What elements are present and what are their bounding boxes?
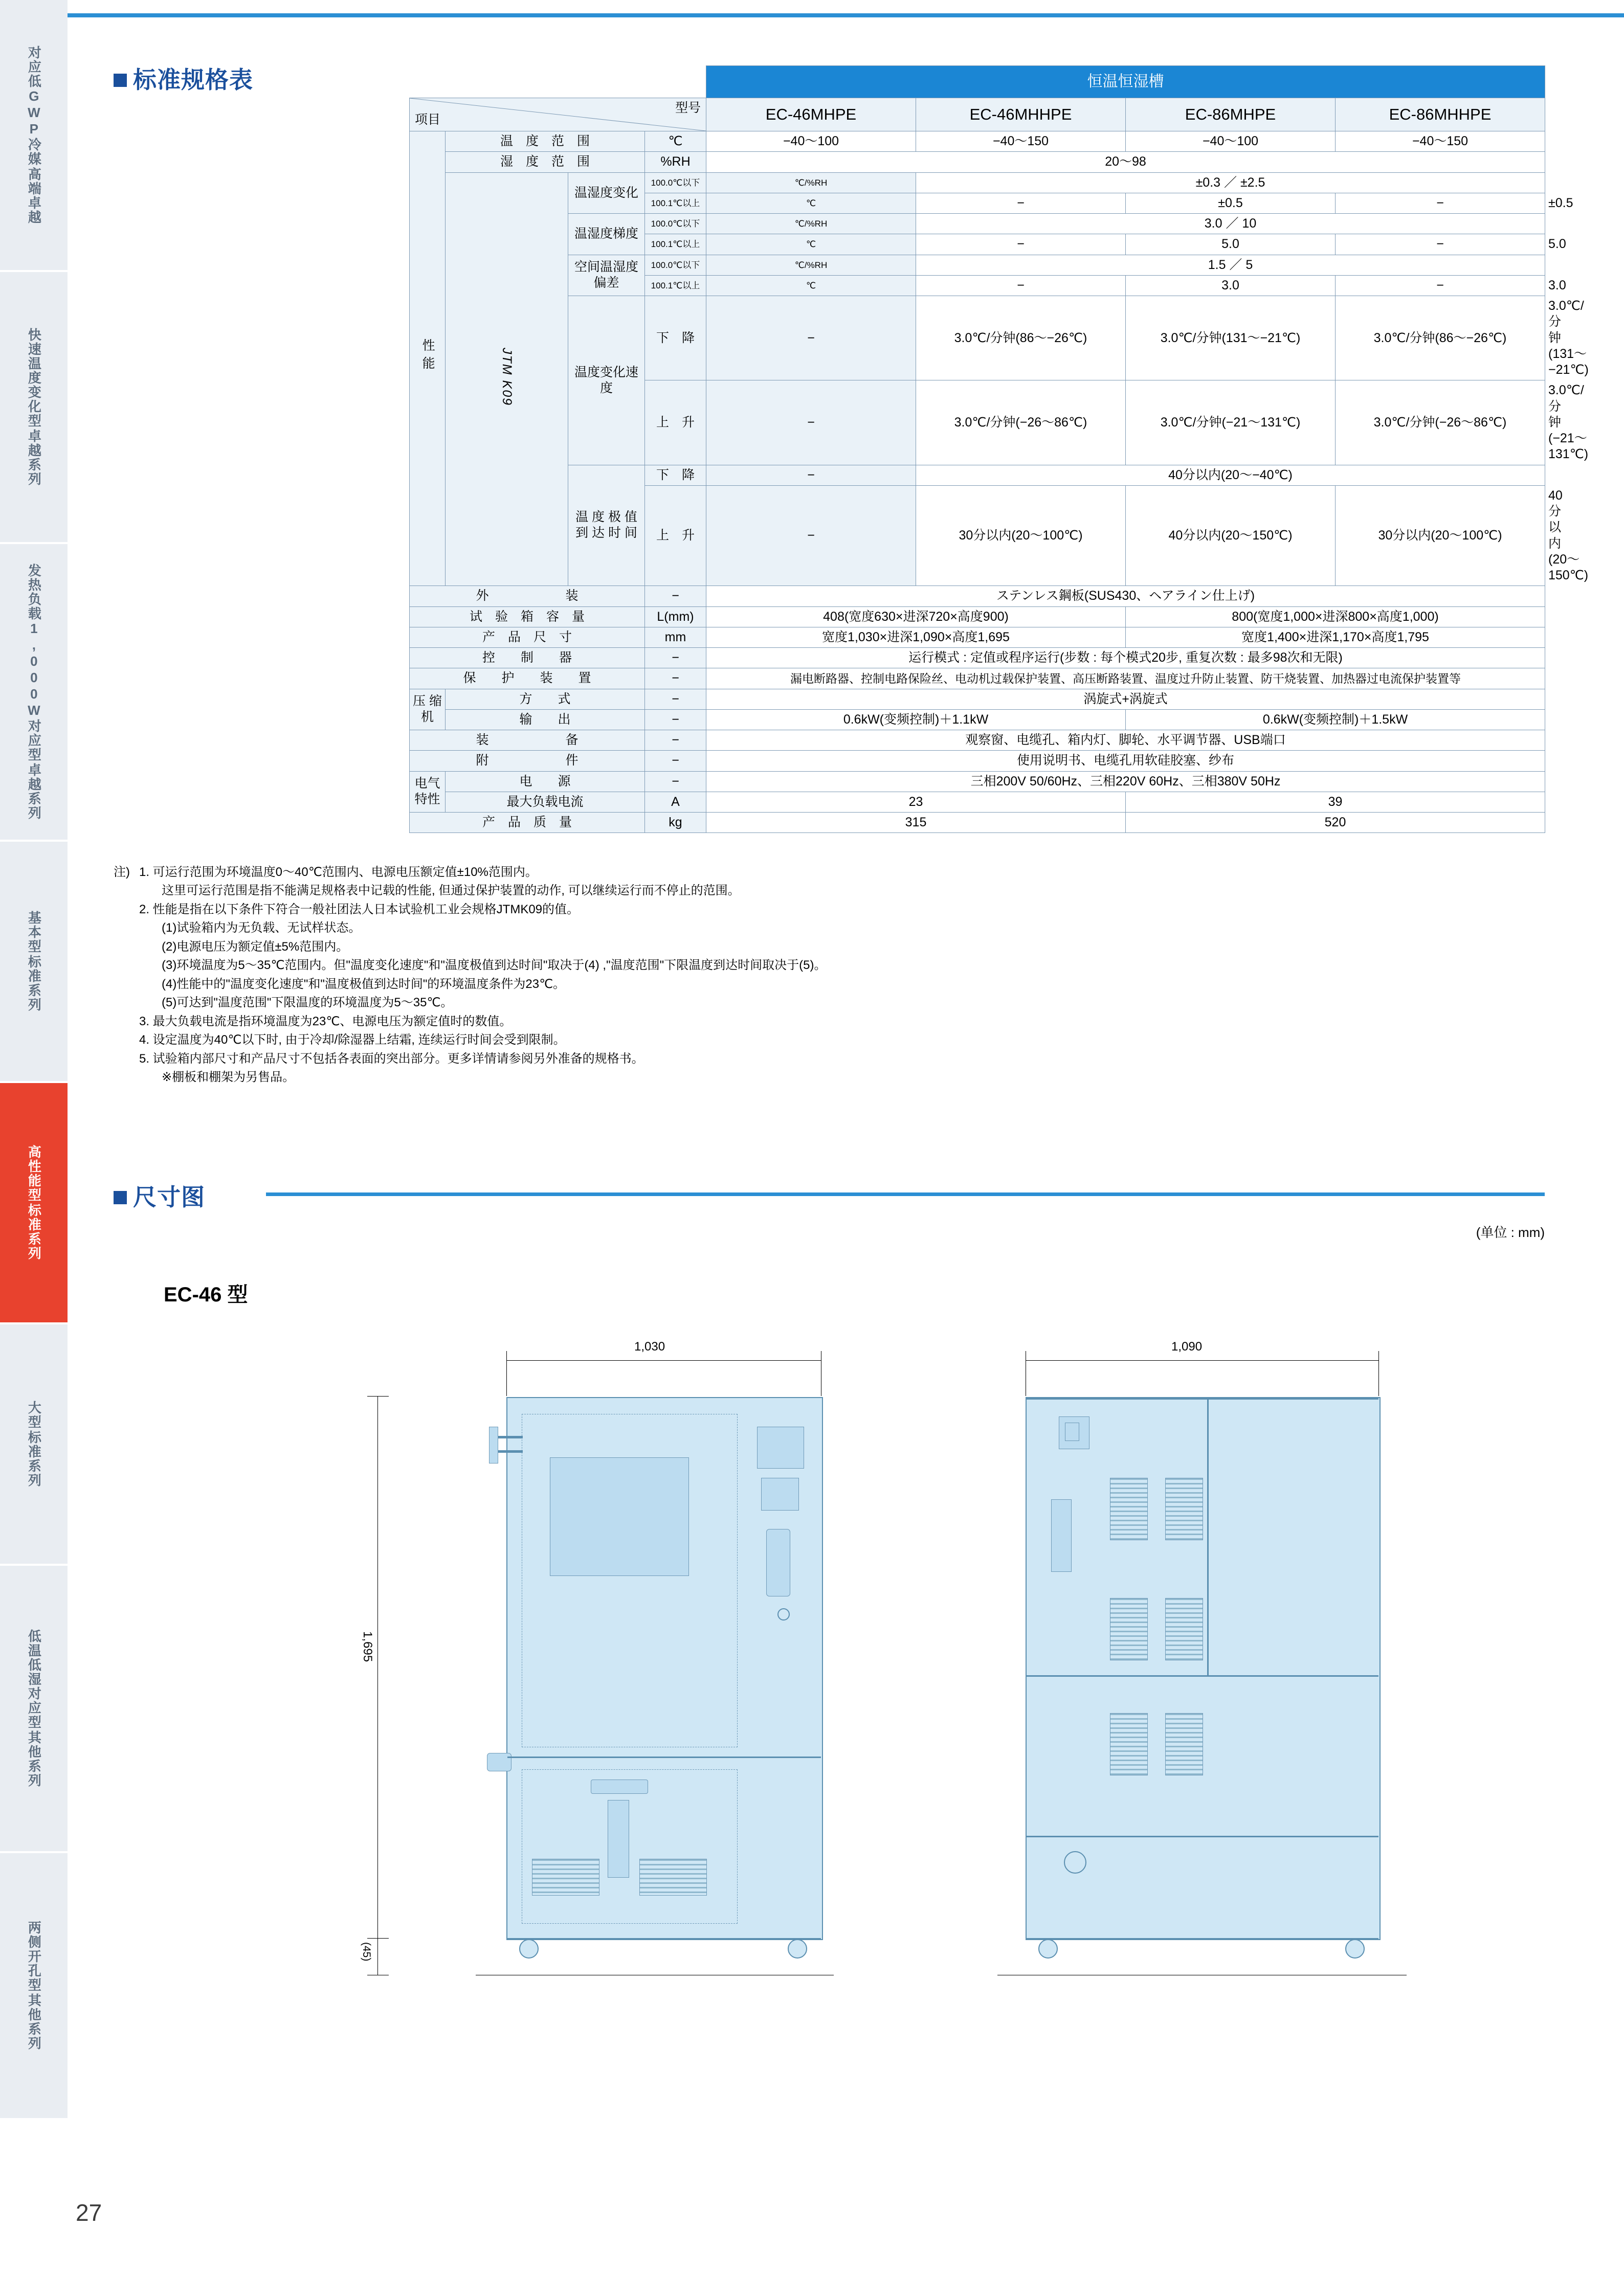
- note-line-4: (2)电源电压为额定值±5%范围内。: [162, 939, 349, 954]
- table-row: 100.1℃以上 ℃ − 5.0 − 5.0: [410, 234, 1545, 255]
- table-row: [410, 668, 1545, 689]
- electric-label: 电气特性: [410, 771, 446, 813]
- ext-line: [1378, 1360, 1379, 1396]
- row-sub-2: 100.0℃以下: [645, 172, 706, 193]
- control-display: [761, 1478, 799, 1511]
- lower-unit-7: −: [645, 730, 706, 751]
- base-height-dim-text: (45): [361, 1942, 372, 1962]
- note-line-9: 4. 设定温度为40℃以下时, 由于冷却/除湿器上结霜, 连续运行时间会受到限制。: [139, 1033, 566, 1047]
- row-val-11-0: 30分以内(20〜100℃): [916, 485, 1126, 586]
- control-buttons: [766, 1529, 790, 1596]
- row-unit-3: ℃: [706, 193, 916, 213]
- row-unit-8: −: [706, 296, 916, 380]
- row-val-2-0: ±0.3 ／ ±2.5: [916, 172, 1545, 193]
- spec-table: [409, 65, 1589, 833]
- sidebar-item-1-label-a: 卓越系列: [26, 429, 42, 486]
- side-grill-4: [1165, 1598, 1203, 1660]
- model-cell-1: EC-46MHHPE: [916, 98, 1126, 131]
- control-panel: [757, 1427, 804, 1469]
- lower-label-8: 附 件: [410, 751, 645, 771]
- row-label-6: 空间温湿度偏差: [568, 255, 645, 296]
- drawing-model-label: EC-46 型: [164, 1284, 248, 1306]
- sidebar-item-5[interactable]: [0, 1324, 68, 1565]
- row-unit-10: −: [706, 465, 916, 485]
- vent-grill-left: [532, 1859, 599, 1896]
- row-val-8-0: 3.0℃/分钟(86〜−26℃): [916, 296, 1126, 380]
- side-round-port: [1064, 1851, 1086, 1874]
- row-val-0-3: −40〜150: [1336, 131, 1545, 152]
- table-row: [410, 586, 1545, 606]
- item-model-diagonal-cell: [410, 98, 706, 131]
- lower-val-10-a: 23: [706, 792, 1126, 812]
- square-bullet-icon: [114, 74, 127, 87]
- spec-section-title-text: 标准规格表: [133, 66, 253, 93]
- lower-val-2-b: 宽度1,400×进深1,170×高度1,795: [1126, 627, 1545, 647]
- row-val-6-0: 1.5 ／ 5: [916, 255, 1545, 275]
- row-label-8: 温度变化速度: [568, 296, 645, 465]
- table-row: 100.1℃以上 ℃ − 3.0 − 3.0: [410, 275, 1545, 296]
- sidebar-item-1[interactable]: [0, 272, 68, 543]
- lower-label-7: 装 备: [410, 730, 645, 751]
- sidebar-item-6-label-b: 低温低湿对应型: [26, 1629, 42, 1729]
- height-dim-line: [377, 1396, 378, 1938]
- lower-unit-10: A: [645, 792, 706, 812]
- note-line-1: 这里可运行范围是指不能满足规格表中记载的性能, 但通过保护装置的动作, 可以继续运行而不停止的范围。: [162, 884, 740, 898]
- sidebar-item-2-label-a: 卓越系列: [26, 763, 42, 820]
- lower-label-plate: [591, 1780, 648, 1794]
- table-row: 上 升 − 3.0℃/分钟(−26〜86℃) 3.0℃/分钟(−21〜131℃) 3.0℃/分钟(−26〜86℃) 3.0℃/分钟(−21〜131℃): [410, 380, 1545, 465]
- row-val-3-1: ±0.5: [1126, 193, 1336, 213]
- lower-unit-4: −: [645, 668, 706, 689]
- side-base-line: [1026, 1938, 1378, 1940]
- row-val-3-0: −: [916, 193, 1126, 213]
- row-sub-7: 100.1℃以上: [645, 275, 706, 296]
- caster-side-right: [1345, 1939, 1365, 1959]
- row-val-4-0: 3.0 ／ 10: [916, 214, 1545, 234]
- note-line-11: ※棚板和棚架为另售品。: [162, 1070, 295, 1085]
- row-unit-1: %RH: [645, 152, 706, 172]
- lower-unit-2: mm: [645, 627, 706, 647]
- table-row: [410, 689, 1545, 709]
- lower-sub-5: 方 式: [446, 689, 645, 709]
- page-number: 27: [76, 2199, 102, 2226]
- row-val-9-0: 3.0℃/分钟(−26〜86℃): [916, 380, 1126, 465]
- row-val-9-1: 3.0℃/分钟(−21〜131℃): [1126, 380, 1336, 465]
- model-header-label: 型号: [675, 101, 701, 115]
- sidebar-item-3-label-a: 标准系列: [26, 955, 42, 1012]
- sidebar-item-2[interactable]: [0, 544, 68, 841]
- row-val-10-0: 40分以内(20〜−40℃): [916, 465, 1545, 485]
- lower-val-5: 涡旋式+涡旋式: [706, 689, 1545, 709]
- hinge-block: [489, 1427, 498, 1464]
- sidebar-item-7[interactable]: [0, 1853, 68, 2119]
- table-row: [410, 792, 1545, 812]
- row-val-9-2: 3.0℃/分钟(−26〜86℃): [1336, 380, 1545, 465]
- table-row: [410, 465, 1545, 485]
- sidebar-item-4-label-b: 高性能型: [26, 1145, 42, 1202]
- notes-block: [114, 863, 1443, 1087]
- note-line-7: (5)可达到"温度范围"下限温度的环境温度为5〜35℃。: [162, 996, 453, 1010]
- row-val-7-1: 3.0: [1126, 275, 1336, 296]
- vent-grill-right: [639, 1859, 707, 1896]
- sidebar-item-5-label-b: 大型: [26, 1401, 42, 1429]
- table-row: 上 升 − 30分以内(20〜100℃) 40分以内(20〜150℃) 30分以内(20〜100℃) 40分以内(20〜150℃): [410, 485, 1545, 586]
- row-label-0: 温 度 范 围: [446, 131, 645, 152]
- ext-line: [506, 1360, 507, 1396]
- row-val-11-1: 40分以内(20〜150℃): [1126, 485, 1336, 586]
- caster-front-left: [519, 1939, 539, 1959]
- height-dim-text: 1,695: [361, 1631, 374, 1662]
- table-row: [410, 709, 1545, 730]
- lower-label-3: 控 制 器: [410, 648, 645, 668]
- sidebar-item-7-label-a: 其他系列: [26, 1993, 42, 2051]
- front-base-line: [506, 1938, 821, 1940]
- base-dim-line: [377, 1938, 378, 1975]
- perf-label: [410, 131, 446, 586]
- lower-val-10-b: 39: [1126, 792, 1545, 812]
- panel-knob: [777, 1608, 790, 1620]
- lower-sub-9: 电 源: [446, 771, 645, 792]
- row-label-10: 温 度 极 值 到 达 时 间: [568, 465, 645, 586]
- table-row: [410, 730, 1545, 751]
- sidebar-item-0-label-b: 对应低GWP冷媒: [26, 46, 42, 166]
- dimension-rule: [266, 1192, 1545, 1196]
- table-row: [410, 255, 1545, 275]
- lower-unit-0: −: [645, 586, 706, 606]
- table-row: [410, 751, 1545, 771]
- front-width-dim-line: [506, 1360, 821, 1361]
- row-val-11-2: 30分以内(20〜100℃): [1336, 485, 1545, 586]
- row-unit-9: −: [706, 380, 916, 465]
- model-cell-2: EC-86MHPE: [1126, 98, 1336, 131]
- row-val-5-2: −: [1336, 234, 1545, 255]
- row-label-2: 温湿度变化: [568, 172, 645, 214]
- front-window: [550, 1457, 689, 1576]
- side-grill-5: [1110, 1713, 1148, 1775]
- row-val-5-0: −: [916, 234, 1126, 255]
- row-val-0-0: −40〜100: [706, 131, 916, 152]
- note-line-3: (1)试验箱内为无负载、无试样状态。: [162, 921, 361, 935]
- caster-front-right: [788, 1939, 807, 1959]
- row-unit-6: ℃/%RH: [706, 255, 916, 275]
- table-row: 温度变化速度 下 降 − 3.0℃/分钟(86〜−26℃) 3.0℃/分钟(131〜−21℃) 3.0℃/分钟(86〜−26℃) 3.0℃/分钟(131〜−21℃): [410, 296, 1545, 380]
- note-line-0: 1. 可运行范围为环境温度0〜40℃范围内、电源电压额定值±10%范围内。: [139, 865, 538, 879]
- front-width-dim-text: 1,030: [634, 1340, 665, 1354]
- lower-val-7: 观察窗、电缆孔、箱内灯、脚轮、水平调节器、USB端口: [706, 730, 1545, 751]
- sidebar-item-1-label-b: 快速温度变化型: [26, 328, 42, 428]
- sidebar-item-0-label-a: 高端卓越: [26, 167, 42, 224]
- table-row-models: [410, 98, 1545, 131]
- spec-table-container: [409, 65, 1589, 833]
- front-separator: [507, 1757, 821, 1758]
- lower-unit-6: −: [645, 709, 706, 730]
- side-handle-strip: [1051, 1499, 1072, 1572]
- note-line-10: 5. 试验箱内部尺寸和产品尺寸不包括各表面的突出部分。更多详情请参阅另外准备的规格书。: [139, 1051, 644, 1066]
- lower-unit-1: L(mm): [645, 606, 706, 627]
- dimension-section-title: [114, 1179, 205, 1212]
- side-grill-6: [1165, 1713, 1203, 1775]
- lower-val-11-a: 315: [706, 813, 1126, 833]
- table-row: [410, 627, 1545, 647]
- jtm-label: [446, 172, 568, 586]
- row-unit-7: ℃: [706, 275, 916, 296]
- lower-unit-8: −: [645, 751, 706, 771]
- perf-label-text: 性能: [420, 339, 435, 374]
- row-val-1-0: 20〜98: [706, 152, 1545, 172]
- caster-side-left: [1038, 1939, 1058, 1959]
- side-grill-3: [1110, 1598, 1148, 1660]
- row-unit-2: ℃/%RH: [706, 172, 916, 193]
- compressor-label: 压 缩 机: [410, 689, 446, 730]
- table-row: [410, 214, 1545, 234]
- dimension-drawing: [307, 1309, 1534, 2066]
- lower-label-4: 保 护 装 置: [410, 668, 645, 689]
- side-grill-1: [1110, 1478, 1148, 1540]
- sidebar-item-5-label-a: 标准系列: [26, 1430, 42, 1488]
- sidebar-item-7-label-b: 两侧开孔型: [26, 1921, 42, 1992]
- row-sub-3: 100.1℃以上: [645, 193, 706, 213]
- row-val-7-2: −: [1336, 275, 1545, 296]
- note-line-8: 3. 最大负载电流是指环境温度为23℃、电源电压为额定值时的数值。: [139, 1014, 512, 1028]
- top-accent-rule: [68, 13, 1624, 17]
- note-line-2: 2. 性能是指在以下条件下符合一般社团法人日本试验机工业会规格JTMK09的值。: [139, 902, 580, 916]
- row-sub-4: 100.0℃以下: [645, 214, 706, 234]
- lower-val-1-b: 800(宽度1,000×进深800×高度1,000): [1126, 606, 1545, 627]
- unit-note: (单位 : mm): [1476, 1225, 1545, 1240]
- row-unit-5: ℃: [706, 234, 916, 255]
- sidebar-item-6-label-a: 其他系列: [26, 1730, 42, 1788]
- table-row: [410, 606, 1545, 627]
- side-width-dim-text: 1,090: [1171, 1340, 1203, 1354]
- row-val-0-1: −40〜150: [916, 131, 1126, 152]
- row-sub-9: 上 升: [645, 380, 706, 465]
- lower-val-8: 使用说明书、电缆孔用软硅胶塞、纱布: [706, 751, 1545, 771]
- lower-unit-5: −: [645, 689, 706, 709]
- lower-label-11: 产 品 质 量: [410, 813, 645, 833]
- row-unit-11: −: [706, 485, 916, 586]
- row-val-3-2: −: [1336, 193, 1545, 213]
- lower-sub-6: 输 出: [446, 709, 645, 730]
- lower-val-3: 运行模式 : 定值或程序运行(步数 : 每个模式20步, 重复次数 : 最多98次和无限): [706, 648, 1545, 668]
- row-unit-0: ℃: [645, 131, 706, 152]
- table-row: [410, 648, 1545, 668]
- row-val-7-0: −: [916, 275, 1126, 296]
- note-line-6: (4)性能中的"温度变化速度"和"温度极值到达时间"的环境温度条件为23℃。: [162, 977, 566, 991]
- note-line-5: (3)环境温度为5〜35℃范围内。但"温度变化速度"和"温度极值到达时间"取决于(4) ,"温度范围"下限温度到达时间取决于(5)。: [162, 958, 827, 973]
- jtm-label-text: JTM K09: [500, 348, 515, 407]
- lower-val-2-a: 宽度1,030×进深1,090×高度1,695: [706, 627, 1126, 647]
- door-handle: [487, 1753, 511, 1771]
- item-header-label: 项目: [415, 112, 441, 127]
- spec-section-title: [114, 61, 253, 95]
- lower-val-1-a: 408(宽度630×进深720×高度900): [706, 606, 1126, 627]
- table-row: [410, 131, 1545, 152]
- side-mid-line: [1026, 1675, 1378, 1677]
- row-val-5-1: 5.0: [1126, 234, 1336, 255]
- lower-val-0: ステンレス鋼板(SUS430、ヘアライン仕上げ): [706, 586, 1545, 606]
- lower-val-6-b: 0.6kW(变频控制)＋1.5kW: [1126, 709, 1545, 730]
- lower-unit-3: −: [645, 648, 706, 668]
- sidebar-item-3[interactable]: [0, 842, 68, 1082]
- group-header-cell: 恒温恒湿槽: [706, 66, 1545, 98]
- side-top-line: [1026, 1398, 1378, 1400]
- row-sub-6: 100.0℃以下: [645, 255, 706, 275]
- table-row-group-header: [410, 66, 1545, 98]
- row-sub-8: 下 降: [645, 296, 706, 380]
- row-sub-11: 上 升: [645, 485, 706, 586]
- row-label-1: 湿 度 范 围: [446, 152, 645, 172]
- lower-label-2: 产 品 尺 寸: [410, 627, 645, 647]
- table-row: [410, 813, 1545, 833]
- table-row: 100.1℃以上 ℃ − ±0.5 − ±0.5: [410, 193, 1545, 213]
- sidebar-item-3-label-b: 基本型: [26, 911, 42, 954]
- side-grill-2: [1165, 1478, 1203, 1540]
- lower-unit-9: −: [645, 771, 706, 792]
- sidebar-item-4-label-a: 标准系列: [26, 1203, 42, 1260]
- sidebar-item-2-label-b: 发热负载1,000W对应型: [26, 564, 42, 762]
- table-row: [410, 152, 1545, 172]
- side-width-dim-line: [1026, 1360, 1378, 1361]
- side-vert-divider: [1207, 1399, 1209, 1675]
- sidebar-item-4[interactable]: [0, 1083, 68, 1323]
- lower-val-6-a: 0.6kW(变频控制)＋1.1kW: [706, 709, 1126, 730]
- tick: [367, 1396, 389, 1397]
- sidebar: [0, 0, 68, 2296]
- lower-vent-center: [608, 1800, 629, 1878]
- lower-unit-11: kg: [645, 813, 706, 833]
- lower-val-11-b: 520: [1126, 813, 1545, 833]
- dimension-section-title-text: 尺寸图: [133, 1184, 205, 1210]
- row-val-0-2: −40〜100: [1126, 131, 1336, 152]
- sidebar-item-6[interactable]: [0, 1566, 68, 1852]
- tick: [367, 1938, 389, 1939]
- table-row: [410, 172, 1545, 193]
- sidebar-item-0[interactable]: [0, 0, 68, 271]
- row-label-4: 温湿度梯度: [568, 214, 645, 255]
- row-val-8-2: 3.0℃/分钟(86〜−26℃): [1336, 296, 1545, 380]
- table-row: [410, 771, 1545, 792]
- row-sub-10: 下 降: [645, 465, 706, 485]
- side-lower-line: [1026, 1836, 1378, 1837]
- lower-val-4: 漏电断路器、控制电路保险丝、电动机过载保护装置、高压断路装置、温度过升防止装置、防干烧装置、加热器过电流保护装置等: [706, 668, 1545, 689]
- lower-sub-10: 最大负载电流: [446, 792, 645, 812]
- row-sub-5: 100.1℃以上: [645, 234, 706, 255]
- row-val-8-1: 3.0℃/分钟(131〜−21℃): [1126, 296, 1336, 380]
- lower-label-1: 试 验 箱 容 量: [410, 606, 645, 627]
- lower-val-9: 三相200V 50/60Hz、三相220V 60Hz、三相380V 50Hz: [706, 771, 1545, 792]
- lower-label-0: 外 装: [410, 586, 645, 606]
- model-cell-0: EC-46MHPE: [706, 98, 916, 131]
- square-bullet-icon-2: [114, 1191, 127, 1204]
- model-cell-3: EC-86MHHPE: [1336, 98, 1545, 131]
- notes-title: 注): [114, 865, 130, 879]
- row-unit-4: ℃/%RH: [706, 214, 916, 234]
- side-panel-inner: [1065, 1423, 1079, 1441]
